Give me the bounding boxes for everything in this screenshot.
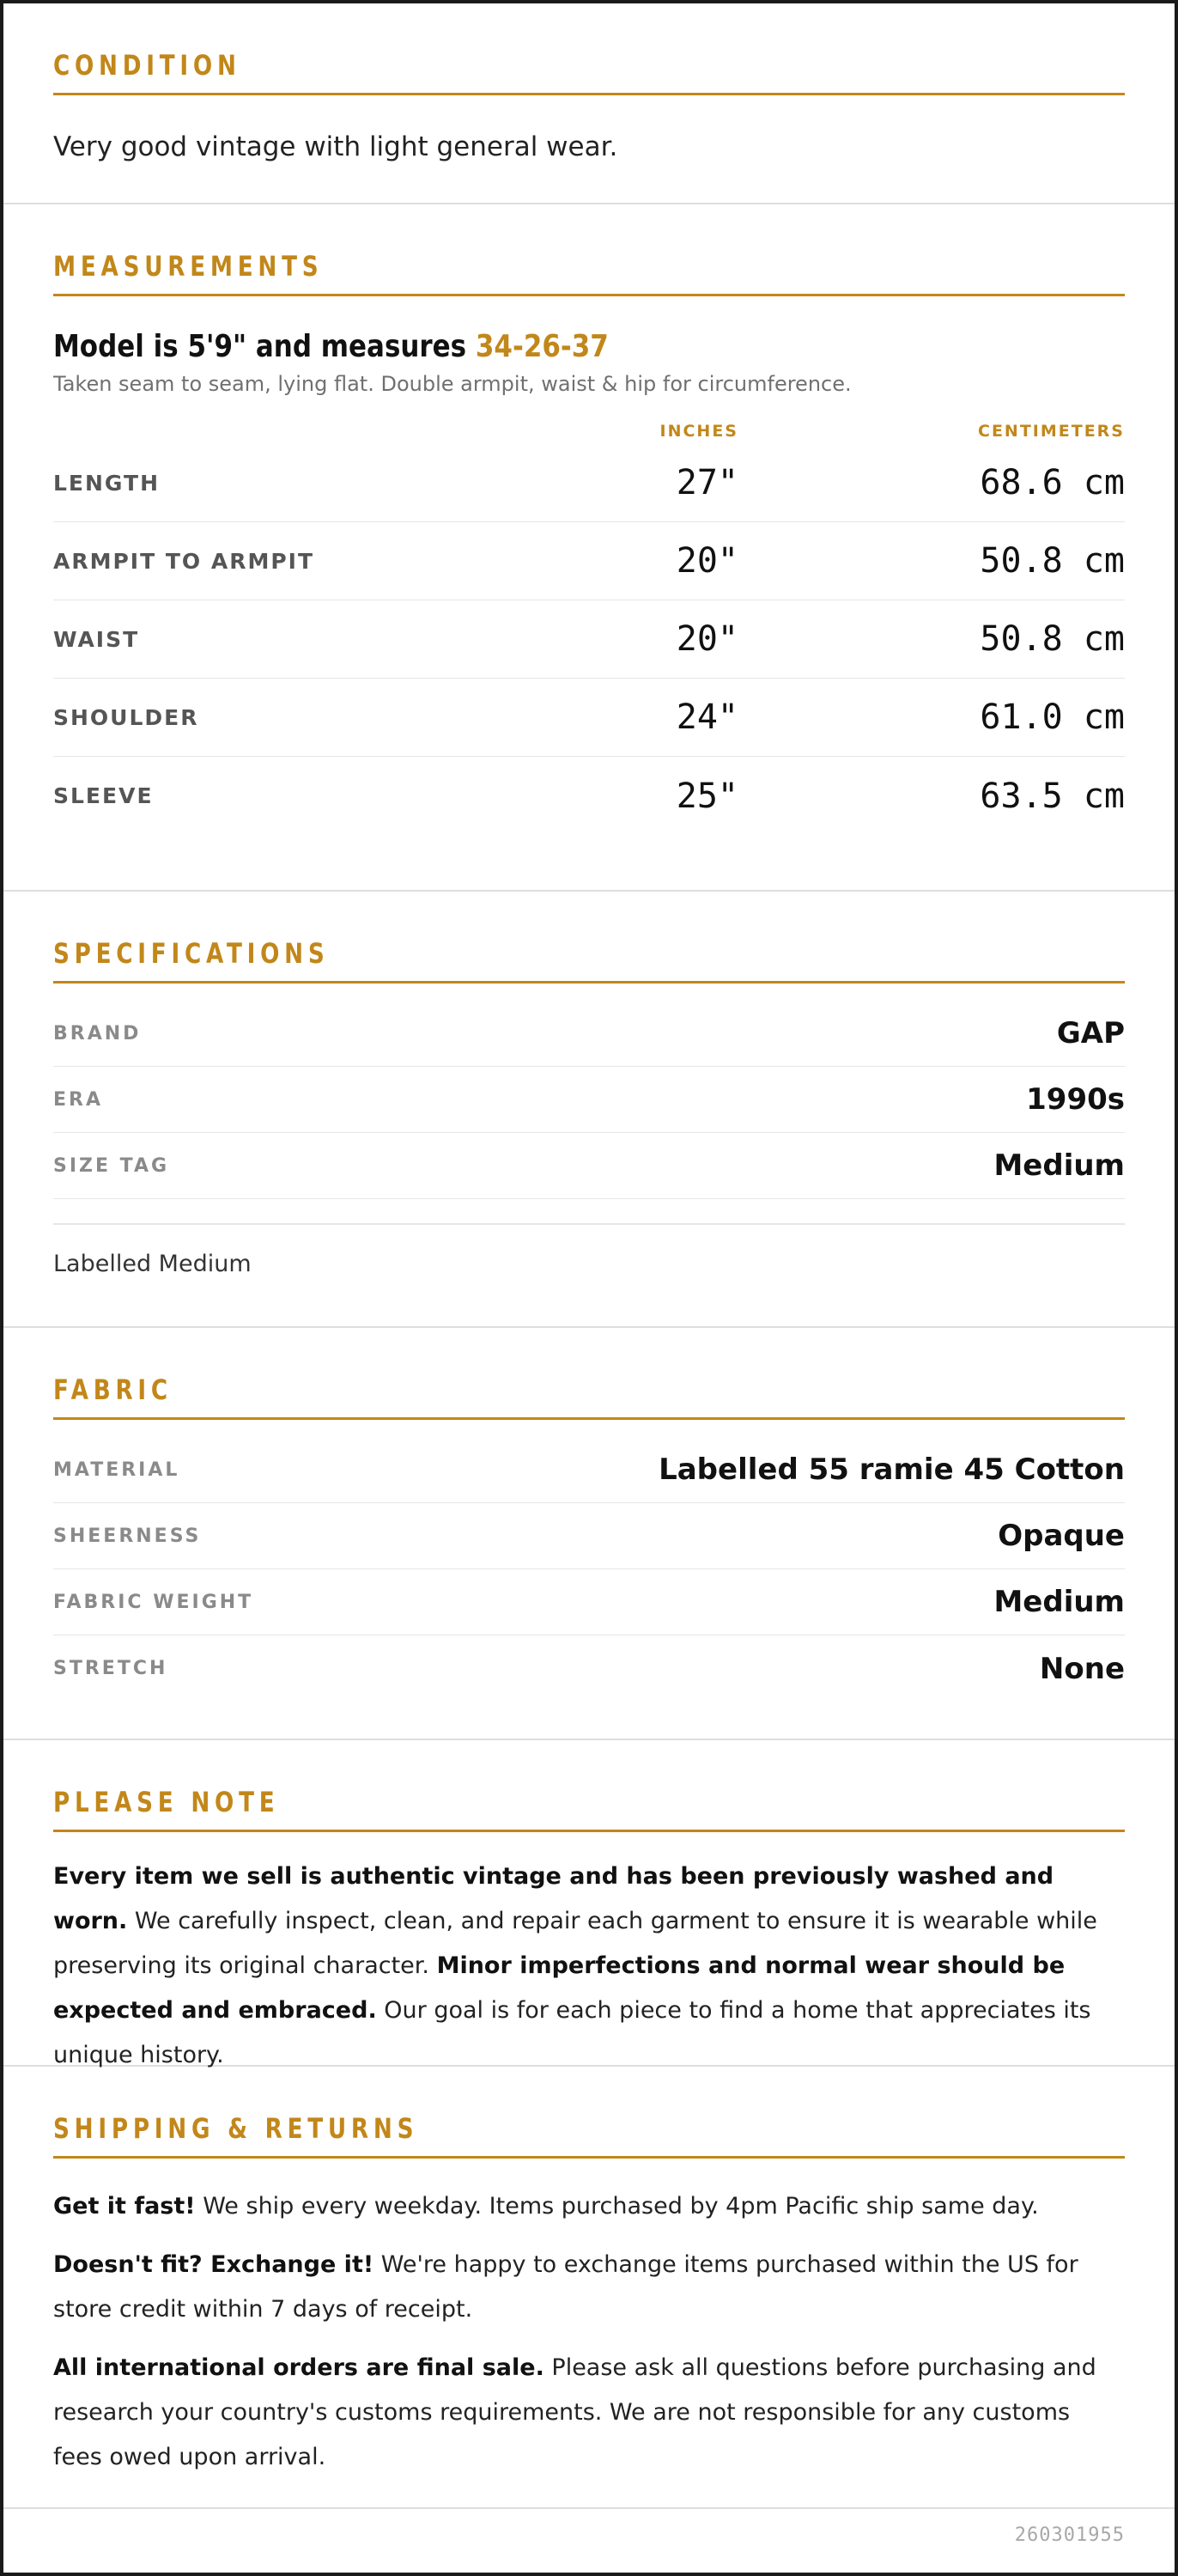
spec-label: ERA (53, 1088, 103, 1111)
measurement-cm: 63.5 cm (980, 776, 1125, 816)
fabric-label: MATERIAL (53, 1459, 180, 1481)
measurement-header (53, 418, 1125, 444)
measurement-label: ARMPIT TO ARMPIT (53, 548, 315, 574)
measurement-inches: 24" (676, 697, 738, 737)
shipping-title: SHIPPING & RETURNS (53, 2111, 1125, 2159)
fabric-title: FABRIC (53, 1373, 1125, 1420)
measurement-label: SLEEVE (53, 783, 154, 808)
fabric-label: FABRIC WEIGHT (53, 1591, 254, 1613)
spec-value: Medium (993, 1148, 1125, 1183)
measurement-row (53, 600, 1125, 679)
note-text-1: We carefully inspect, clean, and repair each garment to ensure it is wearable while preserving its original character. (53, 1908, 1097, 1979)
spec-value: 1990s (1026, 1082, 1125, 1117)
international-text: Please ask all questions before purchasing and research your country's customs requirements. We are not responsible for any customs fees owed upon arrival. (53, 2354, 1096, 2470)
measurement-inches: 25" (676, 776, 738, 816)
spec-row (53, 1001, 1125, 1067)
condition-text: Very good vintage with light general wear. (53, 131, 618, 162)
spec-value: GAP (1056, 1016, 1125, 1050)
measurement-row (53, 444, 1125, 522)
specifications-section (3, 892, 1175, 1328)
please-note-section (3, 1740, 1175, 2067)
please-note-title: PLEASE NOTE (53, 1785, 1125, 1832)
international-bold: All international orders are final sale. (53, 2354, 544, 2381)
item-code: 260301955 (1014, 2524, 1125, 2546)
international-paragraph (53, 2346, 1125, 2480)
measurement-inches: 20" (676, 541, 738, 581)
condition-title: CONDITION (53, 48, 1125, 95)
spec-label: BRAND (53, 1022, 142, 1044)
fabric-value: None (1039, 1651, 1125, 1686)
measurement-cm: 50.8 cm (980, 619, 1125, 659)
measurement-label: SHOULDER (53, 704, 199, 730)
exchange-text: We're happy to exchange items purchased within the US for store credit within 7 days of receipt. (53, 2251, 1078, 2323)
model-measurements (53, 327, 975, 367)
fabric-label: SHEERNESS (53, 1525, 202, 1547)
shipping-text: We ship every weekday. Items purchased by 4pm Pacific ship same day. (195, 2193, 1039, 2220)
note-bold-2: Minor imperfections and normal wear should be expected and embraced. (53, 1952, 1066, 2024)
fabric-value: Medium (993, 1585, 1125, 1619)
fabric-row (53, 1635, 1125, 1702)
model-prefix: Model is 5'9" and measures (53, 329, 476, 364)
shipping-bold: Get it fast! (53, 2193, 196, 2220)
condition-section (3, 3, 1175, 204)
fabric-row (53, 1437, 1125, 1503)
fabric-section (3, 1328, 1175, 1740)
fabric-list (53, 1437, 1125, 1702)
measurement-cm: 50.8 cm (980, 541, 1125, 581)
fabric-row (53, 1503, 1125, 1569)
note-text-2: Our goal is for each piece to find a home that appreciates its unique history. (53, 1997, 1091, 2068)
measurement-row (53, 757, 1125, 835)
measurement-label: LENGTH (53, 470, 160, 496)
measurement-cm: 68.6 cm (980, 463, 1125, 502)
measurements-title: MEASUREMENTS (53, 249, 1125, 296)
fabric-value: Opaque (998, 1519, 1125, 1553)
spec-label: SIZE TAG (53, 1154, 170, 1177)
measurement-cm: 61.0 cm (980, 697, 1125, 737)
measurement-row (53, 679, 1125, 757)
measurement-label: WAIST (53, 626, 140, 652)
fabric-value: Labelled 55 ramie 45 Cotton (659, 1452, 1125, 1487)
measurement-inches: 27" (676, 463, 738, 502)
shipping-paragraph (53, 2184, 1125, 2229)
measurements-section (3, 204, 1175, 892)
spec-row (53, 1067, 1125, 1133)
measurement-inches: 20" (676, 619, 738, 659)
centimeters-header: CENTIMETERS (978, 422, 1125, 441)
measurement-row (53, 522, 1125, 600)
fabric-label: STRETCH (53, 1658, 168, 1679)
footer (3, 2509, 1175, 2576)
spec-row (53, 1133, 1125, 1199)
specifications-title: SPECIFICATIONS (53, 936, 1125, 984)
specifications-list (53, 1001, 1125, 1199)
please-note-text (53, 1854, 1125, 2078)
model-highlight: 34-26-37 (475, 329, 609, 364)
measurement-note: Taken seam to seam, lying flat. Double armpit, waist & hip for circumference. (53, 372, 852, 396)
exchange-paragraph (53, 2243, 1125, 2332)
measurement-table (53, 444, 1125, 835)
shipping-section (3, 2067, 1175, 2509)
fabric-row (53, 1569, 1125, 1635)
exchange-bold: Doesn't fit? Exchange it! (53, 2251, 374, 2278)
size-tag-note: Labelled Medium (53, 1223, 1125, 1277)
inches-header: INCHES (659, 422, 738, 441)
note-bold-1: Every item we sell is authentic vintage and has been previously washed and worn. (53, 1863, 1054, 1934)
